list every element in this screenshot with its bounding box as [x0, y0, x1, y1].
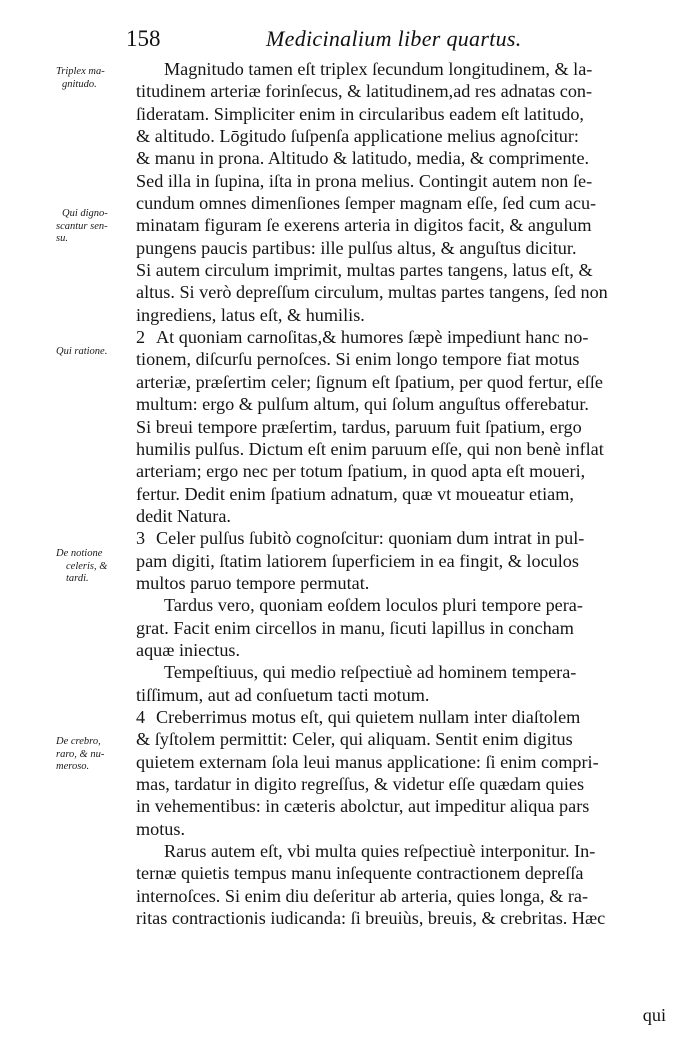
margin-note-line: celeris, &: [66, 560, 108, 572]
running-title: Medicinalium liber quartus.: [266, 26, 522, 51]
text-line: aquæ iniectus.: [136, 639, 241, 660]
text-line-content: Celer pulſus ſubitò cognoſcitur: quoniam dum intrat in pul-: [156, 528, 585, 549]
text-line: in vehementibus: in cæteris abolctur, aut impeditur aliqua pars: [136, 796, 590, 817]
text-line: pam digiti, ſtatim latiorem ſuperficiem in ea fingit, & loculos: [136, 550, 579, 571]
text-line: & altitudo. Lōgitudo ſuſpenſa applicatione melius agnoſcitur:: [136, 126, 579, 147]
text-line: quietem externam ſola leui manus applicatione: ſi enim compri-: [136, 751, 599, 772]
text-line: pungens paucis partibus: ille pulſus altus, & anguſtus dicitur.: [136, 237, 577, 258]
text-line: dedit Natura.: [136, 505, 231, 526]
margin-note-line: raro, & nu-: [56, 748, 105, 760]
text-line: ternæ quietis tempus manu inſequente contractionem depreſſa: [136, 863, 584, 884]
page-header: [126, 22, 576, 56]
text-line: arteriam; ergo nec per totum ſpatium, in quod apta eſt moueri,: [136, 461, 586, 482]
margin-note-qui-ratione: [56, 346, 136, 359]
margin-note-line: tardi.: [66, 573, 89, 584]
text-line: [136, 706, 666, 728]
text-line-content: Creberrimus motus eſt, qui quietem nullam inter diaſtolem: [156, 706, 581, 727]
catchword: qui: [642, 1005, 666, 1025]
text-line: ritas contractionis iudicanda: ſi breuiùs, breuis, & crebritas. Hæc: [136, 908, 606, 929]
margin-note-line: meroso.: [56, 761, 90, 772]
margin-note-line: scantur sen-: [56, 220, 108, 232]
section-number: 2: [136, 327, 146, 348]
margin-note-line: gnitudo.: [62, 78, 97, 90]
text-line: minatam figuram ſe exerens arteria in digitos facit, & angulum: [136, 215, 592, 236]
text-line: ſideratam. Simpliciter enim in circularibus eadem eſt latitudo,: [136, 103, 584, 124]
text-line: mas, tardatur in digito regreſſus, & videtur eſſe quædam quies: [136, 774, 585, 794]
text-line: & ſyſtolem permittit: Celer, qui aliquam. Sentit enim digitus: [136, 729, 573, 750]
text-line: internoſces. Si enim diu deſeritur ab arteria, quies longa, & ra-: [136, 885, 589, 906]
margin-note-line: su.: [56, 233, 68, 244]
margin-note-triplex: [56, 66, 136, 91]
margin-note-de-crebro: [56, 736, 136, 774]
text-line: fertur. Dedit enim ſpatium adnatum, quæ vt moueatur etiam,: [136, 483, 574, 504]
text-line: multum: ergo & pulſum altum, qui ſolum anguſtus offerebatur.: [136, 394, 589, 415]
section-number: 3: [136, 528, 146, 549]
text-line: Si autem circulum imprimit, multas partes tangens, latus eſt, &: [136, 260, 593, 281]
margin-note-line: Qui digno-: [62, 208, 108, 219]
text-line: Rarus autem eſt, vbi multa quies reſpectiuè interponitur. In-: [164, 841, 596, 862]
margin-note-line: Triplex ma-: [56, 66, 105, 77]
main-text-block: [136, 58, 666, 929]
text-line: arteriæ, præſertim celer; ſignum eſt ſpatium, per quod fertur, eſſe: [136, 371, 603, 392]
margin-note-qui-dignoscantur: [56, 208, 136, 246]
text-line: Si breui tempore præſertim, tardus, paruum fuit ſpatium, ergo: [136, 416, 582, 437]
page-number: 158: [126, 26, 161, 51]
text-line: multos paruo tempore permutat.: [136, 572, 370, 593]
margin-note-de-notione: [56, 548, 136, 586]
text-line: Sed illa in ſupina, iſta in prona melius. Contingit autem non ſe-: [136, 170, 593, 191]
text-line: motus.: [136, 818, 186, 839]
margin-note-line: De crebro,: [56, 736, 101, 747]
text-line: tiſſimum, aut ad conſuetum tacti motum.: [136, 684, 430, 705]
margin-note-line: De notione: [56, 548, 103, 559]
text-line: tionem, diſcurſu pernoſces. Si enim longo tempore fiat motus: [136, 349, 580, 370]
text-line-content: At quoniam carnoſitas,& humores ſæpè impediunt hanc no-: [156, 327, 589, 348]
text-line: cundum omnes dimenſiones ſemper magnam eſſe, ſed cum acu-: [136, 193, 597, 214]
text-line: Tardus vero, quoniam eoſdem loculos pluri tempore pera-: [164, 595, 583, 616]
text-line: Tempeſtiuus, qui medio reſpectiuè ad hominem tempera-: [164, 662, 577, 683]
text-line: Magnitudo tamen eſt triplex ſecundum longitudinem, & la-: [164, 59, 593, 79]
text-line: grat. Facit enim circellos in manu, ſicuti lapillus in concham: [136, 617, 574, 638]
margin-note-line: Qui ratione.: [56, 346, 108, 357]
section-number: 4: [136, 706, 146, 727]
text-line: altus. Si verò depreſſum circulum, multas partes tangens, ſed non: [136, 282, 608, 303]
text-line: ingrediens, latus eſt, & humilis.: [136, 304, 365, 325]
text-line: & manu in prona. Altitudo & latitudo, media, & comprimente.: [136, 148, 590, 169]
text-line: humilis pulſus. Dictum eſt enim paruum eſſe, qui non benè inflat: [136, 438, 604, 459]
text-line: [136, 527, 666, 549]
text-line: [136, 326, 666, 348]
text-line: titudinem arteriæ forinſecus, & latitudinem,ad res adnatas con-: [136, 81, 593, 102]
